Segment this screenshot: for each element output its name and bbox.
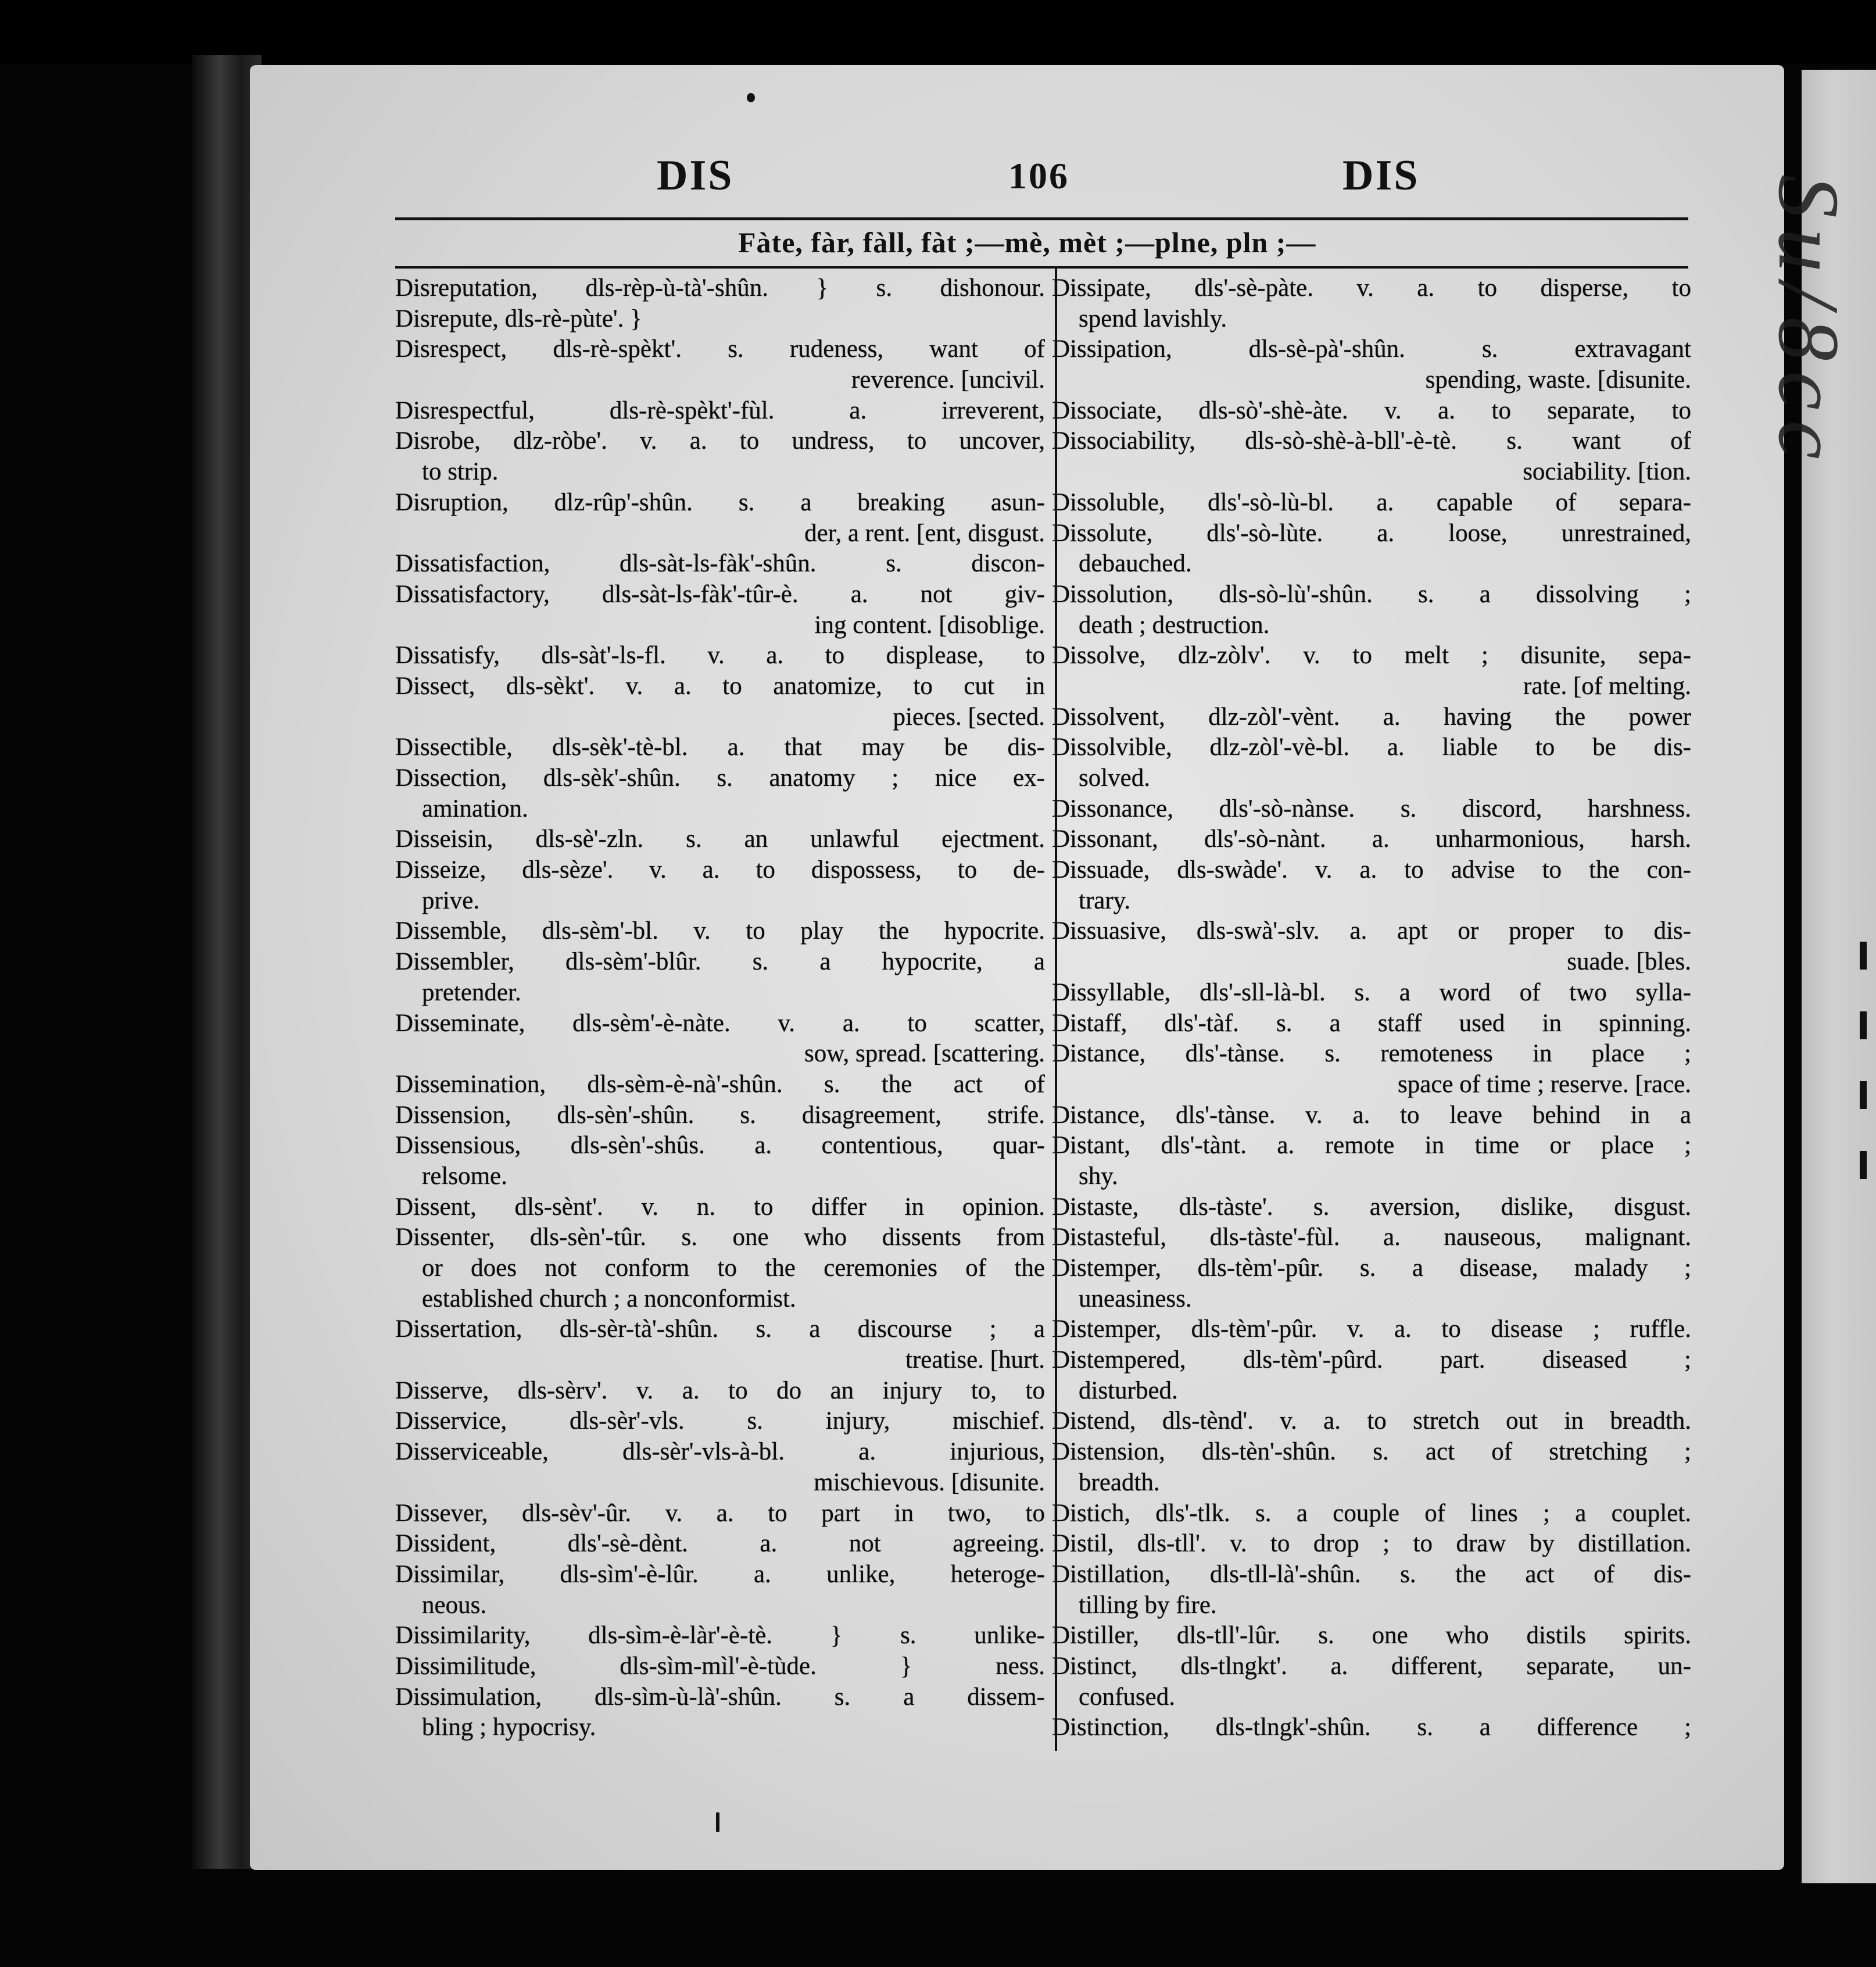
entry-line: Distemper, dls-tèm'-pûr. s. a disease, malady ; [1052, 1254, 1691, 1282]
entry-line: Dissent, dls-sènt'. v. n. to differ in opinion. [395, 1193, 1045, 1221]
entry-line: Dissatisfactory, dls-sàt-ls-fàk'-tûr-è. a. not giv- [395, 580, 1045, 608]
right-column [1052, 273, 1691, 1743]
entry-line: Dissonance, dls'-sò-nànse. s. discord, harshness. [1052, 795, 1691, 822]
entry-line: trary. [1079, 886, 1131, 914]
entry-line: suade. [bles. [1567, 948, 1691, 976]
entry-line: death ; destruction. [1079, 611, 1270, 639]
entry-line: to strip. [422, 458, 499, 486]
entry-line: Disservice, dls-sèr'-vls. s. injury, mischief. [395, 1407, 1045, 1435]
entry-line: Disseisin, dls-sè'-zln. s. an unlawful ejectment. [395, 825, 1045, 853]
entry-line: Dissenter, dls-sèn'-tûr. s. one who dissents from [395, 1224, 1045, 1251]
entry-line: Distil, dls-tll'. v. to drop ; to draw by distillation. [1052, 1530, 1691, 1558]
entry-line: Dissection, dls-sèk'-shûn. s. anatomy ; nice ex- [395, 764, 1045, 792]
entry-line: Distance, dls'-tànse. v. a. to leave behind in a [1052, 1101, 1691, 1129]
entry-line: shy. [1079, 1162, 1118, 1190]
entry-line: Disreputation, dls-rèp-ù-tà'-shûn. } s. dishonour. [395, 274, 1045, 302]
entry-line: Disseize, dls-sèze'. v. a. to dispossess, to de- [395, 856, 1045, 884]
entry-line: Dissectible, dls-sèk'-tè-bl. a. that may be dis- [395, 734, 1045, 761]
entry-line: Dissuade, dls-swàde'. v. a. to advise to the con- [1052, 856, 1691, 884]
entry-line: amination. [422, 795, 528, 822]
entry-line: Disrepute, dls-rè-pùte'. } [395, 305, 642, 332]
entry-line: Dissolve, dlz-zòlv'. v. to melt ; disunite, sepa- [1052, 642, 1691, 670]
entry-line: breadth. [1079, 1468, 1160, 1496]
entry-line: space of time ; reserve. [race. [1398, 1070, 1691, 1098]
page-number: 106 [1008, 155, 1069, 196]
key-rule [395, 266, 1688, 269]
entry-line: Distance, dls'-tànse. s. remoteness in place ; [1052, 1040, 1691, 1068]
entry-line: Dissyllable, dls'-sll-là-bl. s. a word of two sylla- [1052, 978, 1691, 1006]
entry-line: Dissimulation, dls-sìm-ù-là'-shûn. s. a dissem- [395, 1683, 1045, 1711]
pronunciation-key: Fàte, fàr, fàll, fàt ;—mè, mèt ;—plne, pln ;— [738, 226, 1316, 259]
entry-line: ing content. [disoblige. [814, 611, 1045, 639]
entry-line: Dissatisfy, dls-sàt'-ls-fl. v. a. to displease, to [395, 642, 1045, 670]
entry-line: Disserviceable, dls-sèr'-vls-à-bl. a. injurious, [395, 1438, 1045, 1466]
entry-line: reverence. [uncivil. [851, 366, 1045, 394]
entry-line: Distension, dls-tèn'-shûn. s. act of stretching ; [1052, 1438, 1691, 1466]
entry-line: der, a rent. [ent, disgust. [804, 519, 1045, 547]
entry-line: Disrespectful, dls-rè-spèkt'-fùl. a. irreverent, [395, 396, 1045, 424]
margin-handwriting: Su/8cc [1760, 174, 1857, 470]
entry-line: Dissect, dls-sèkt'. v. a. to anatomize, to cut in [395, 672, 1045, 700]
entry-line: Distasteful, dls-tàste'-fùl. a. nauseous, malignant. [1052, 1224, 1691, 1251]
entry-line: Dissipate, dls'-sè-pàte. v. a. to disperse, to [1052, 274, 1691, 302]
entry-line: neous. [422, 1591, 487, 1619]
entry-line: Dissimilar, dls-sìm'-è-lûr. a. unlike, heteroge- [395, 1560, 1045, 1588]
entry-line: Distinction, dls-tlngk'-shûn. s. a difference ; [1052, 1714, 1691, 1741]
entry-line: uneasiness. [1079, 1285, 1192, 1312]
entry-line: Distillation, dls-tll-là'-shûn. s. the act of dis- [1052, 1560, 1691, 1588]
entry-line: Distemper, dls-tèm'-pûr. v. a. to disease ; ruffle. [1052, 1315, 1691, 1343]
entry-line: Dissuasive, dls-swà'-slv. a. apt or proper to dis- [1052, 917, 1691, 945]
entry-line: Dissension, dls-sèn'-shûn. s. disagreement, strife. [395, 1101, 1045, 1129]
entry-line: Dissensious, dls-sèn'-shûs. a. contentious, quar- [395, 1132, 1045, 1160]
entry-line: pretender. [422, 978, 521, 1006]
entry-line: pieces. [sected. [893, 703, 1045, 731]
entry-line: Disrespect, dls-rè-spèkt'. s. rudeness, want of [395, 335, 1045, 363]
running-head [0, 151, 1876, 203]
adjacent-page-marks [1860, 942, 1871, 1232]
entry-line: Dissimilitude, dls-sìm-mìl'-è-tùde. } ness. [395, 1652, 1045, 1680]
running-head-right: DIS [1342, 152, 1420, 199]
entry-line: Dissoluble, dls'-sò-lù-bl. a. capable of separa- [1052, 488, 1691, 516]
entry-line: debauched. [1079, 550, 1192, 578]
running-head-left: DIS [657, 152, 734, 199]
entry-line: Dissociate, dls-sò'-shè-àte. v. a. to separate, to [1052, 396, 1691, 424]
entry-line: Dissolvible, dlz-zòl'-vè-bl. a. liable to be dis- [1052, 734, 1691, 761]
entry-line: rate. [of melting. [1523, 672, 1691, 700]
entry-line: Distich, dls'-tlk. s. a couple of lines ; a couplet. [1052, 1499, 1691, 1527]
entry-line: Dissever, dls-sèv'-ûr. v. a. to part in two, to [395, 1499, 1045, 1527]
entry-line: spend lavishly. [1079, 305, 1227, 332]
entry-line: Disseminate, dls-sèm'-è-nàte. v. a. to scatter, [395, 1009, 1045, 1037]
entry-line: Distaff, dls'-tàf. s. a staff used in spinning. [1052, 1009, 1691, 1037]
left-column [395, 273, 1045, 1743]
entry-line: sociability. [tion. [1523, 458, 1691, 486]
entry-line: Distant, dls'-tànt. a. remote in time or place ; [1052, 1132, 1691, 1160]
entry-line: Disserve, dls-sèrv'. v. a. to do an injury to, to [395, 1376, 1045, 1404]
entry-line: sow, spread. [scattering. [804, 1040, 1045, 1068]
entry-line: Dissemble, dls-sèm'-bl. v. to play the hypocrite. [395, 917, 1045, 945]
entry-line: Dissonant, dls'-sò-nànt. a. unharmonious, harsh. [1052, 825, 1691, 853]
entry-line: Distaste, dls-tàste'. s. aversion, dislike, disgust. [1052, 1193, 1691, 1221]
entry-line: or does not conform to the ceremonies of the [422, 1254, 1045, 1282]
entry-line: Dissolution, dls-sò-lù'-shûn. s. a dissolving ; [1052, 580, 1691, 608]
entry-line: spending, waste. [disunite. [1425, 366, 1691, 394]
entry-line: Dissembler, dls-sèm'-blûr. s. a hypocrite, a [395, 948, 1045, 976]
entry-line: Dissolute, dls'-sò-lùte. a. loose, unrestrained, [1052, 519, 1691, 547]
entry-line: Distinct, dls-tlngkt'. a. different, separate, un- [1052, 1652, 1691, 1680]
entry-line: mischievous. [disunite. [814, 1468, 1045, 1496]
entry-line: established church ; a nonconformist. [422, 1285, 796, 1312]
entry-line: prive. [422, 886, 480, 914]
entry-line: Distempered, dls-tèm'-pûrd. part. diseased ; [1052, 1346, 1691, 1374]
entry-line: Dissident, dls'-sè-dènt. a. not agreeing. [395, 1530, 1045, 1558]
entry-line: Dissatisfaction, dls-sàt-ls-fàk'-shûn. s. discon- [395, 550, 1045, 578]
entry-line: Disruption, dlz-rûp'-shûn. s. a breaking asun- [395, 488, 1045, 516]
entry-line: Dissipation, dls-sè-pà'-shûn. s. extravagant [1052, 335, 1691, 363]
entry-line: bling ; hypocrisy. [422, 1714, 596, 1741]
entry-line: treatise. [hurt. [905, 1346, 1045, 1374]
entry-line: Distend, dls-tènd'. v. a. to stretch out in breadth. [1052, 1407, 1691, 1435]
entry-line: solved. [1079, 764, 1151, 792]
entry-line: Dissemination, dls-sèm-è-nà'-shûn. s. the act of [395, 1070, 1045, 1098]
entry-line: disturbed. [1079, 1376, 1178, 1404]
entry-line: Dissociability, dls-sò-shè-à-bll'-è-tè. s. want of [1052, 427, 1691, 455]
page-speck [716, 1812, 719, 1832]
header-rule [395, 217, 1688, 220]
entry-line: Dissimilarity, dls-sìm-è-làr'-è-tè. } s. unlike- [395, 1622, 1045, 1650]
entry-line: confused. [1079, 1683, 1175, 1711]
entry-line: relsome. [422, 1162, 507, 1190]
entry-line: Disrobe, dlz-ròbe'. v. a. to undress, to uncover, [395, 427, 1045, 455]
entry-line: Dissolvent, dlz-zòl'-vènt. a. having the power [1052, 703, 1691, 731]
entry-line: Dissertation, dls-sèr-tà'-shûn. s. a discourse ; a [395, 1315, 1045, 1343]
entry-line: tilling by fire. [1079, 1591, 1217, 1619]
entry-line: Distiller, dls-tll'-lûr. s. one who distils spirits. [1052, 1622, 1691, 1650]
microfilm-border [0, 0, 1876, 64]
page-speck [747, 93, 755, 102]
